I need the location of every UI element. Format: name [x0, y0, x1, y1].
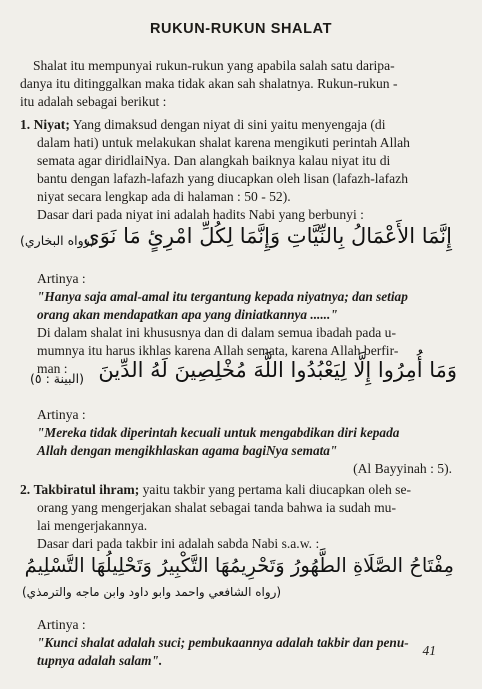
item1-translation-2: orang akan mendapatkan apa yang diniatkannya ......" — [37, 307, 338, 322]
page-title: RUKUN-RUKUN SHALAT — [149, 21, 333, 37]
item1-translation-1: "Hanya saja amal-amal itu tergantung kepada niyatnya; dan setiap — [37, 289, 408, 304]
item2-term: Takbiratul ihram; — [33, 482, 140, 497]
item1-term: Niyat; — [33, 117, 70, 132]
intro-line-1: Shalat itu mempunyai rukun-rukun yang apabila salah satu daripa- — [33, 58, 395, 73]
arabic-quran-bayyinah: وَمَا أُمِرُوا إِلَّا لِيَعْبُدُوا اللَّهَ مُخْلِصِينَ لَهُ الدِّينَ — [98, 358, 457, 382]
item1-para2-line-3: man : — [37, 361, 68, 376]
item1-citation: (Al Bayyinah : 5). — [353, 461, 452, 476]
item1-line-6: Dasar dari pada niyat ini adalah hadits Nabi yang berbunyi : — [37, 207, 364, 222]
item1-para2-line-1: Di dalam shalat ini khususnya dan di dalam semua ibadah pada u- — [37, 325, 397, 340]
intro-line-3: itu adalah sebagai berikut : — [20, 94, 167, 109]
item1-number: 1. — [20, 117, 31, 132]
item2-translation-2: tupnya adalah salam". — [37, 653, 163, 668]
item1-line-2: dalam hati) untuk melakukan shalat karena mengikuti perintah Allah — [37, 135, 410, 150]
item1-translation-4: Allah dengan mengikhlaskan agama bagiNya semata" — [37, 443, 338, 458]
item1-line-1 — [20, 117, 386, 133]
item1-line-5: niyat secara lengkap ada di halaman : 50 - 52). — [37, 189, 291, 204]
arabic-source-bukhari: (رواه البخاري) — [20, 233, 95, 248]
arabic-source-takbir: (رواه الشافعي واحمد وابو داود وابن ماجه والترمذي) — [22, 585, 282, 599]
item2-line-2: orang yang mengerjakan shalat sebagai tanda bahwa ia sudah mu- — [37, 500, 396, 515]
page-number: 41 — [422, 643, 436, 658]
item1-line-3: semata agar diridlaiNya. Dan alangkah baiknya kalau niyat itu di — [37, 153, 391, 168]
item1-translation-3: "Mereka tidak diperintah kecuali untuk mengabdikan diri kepada — [37, 425, 400, 440]
item2-translation-1: "Kunci shalat adalah suci; pembukaannya adalah takbir dan penu- — [37, 635, 409, 650]
item2-line-4: Dasar dari pada takbir ini adalah sabda Nabi s.a.w. : — [37, 536, 320, 551]
item1-first-line: Yang dimaksud dengan niyat di sini yaitu menyengaja (di — [69, 117, 386, 132]
item2-line-3: lai mengerjakannya. — [37, 518, 148, 533]
intro-line-2: danya itu ditinggalkan maka tidak akan sah shalatnya. Rukun-rukun - — [20, 76, 398, 91]
item1-line-4: bantu dengan lafazh-lafazh yang diucapkan oleh lisan (lafazh-lafazh — [37, 171, 408, 186]
item1-artinya-label: Artinya : — [37, 271, 86, 286]
item1-artinya-label-2: Artinya : — [37, 407, 86, 422]
item2-artinya-label: Artinya : — [37, 617, 86, 632]
item2-first-line: yaitu takbir yang pertama kali diucapkan oleh se- — [139, 482, 412, 497]
arabic-hadith-niyat: إِنَّمَا الأَعْمَالُ بِالنِّيَّاتِ وَإِنَّمَا لِكُلِّ امْرِئٍ مَا نَوَى — [83, 224, 452, 248]
item1-para2-line-2: mumnya itu harus ikhlas karena Allah semata, karena Allah berfir- — [37, 343, 399, 358]
item2-line-1 — [20, 482, 411, 498]
item2-number: 2. — [20, 482, 31, 497]
arabic-source-bayyinah: (البينة : ٥) — [30, 371, 84, 386]
arabic-hadith-takbir: مِفْتَاحُ الصَّلَاةِ الطَّهُورُ وَتَحْرِيمُهَا التَّكْبِيرُ وَتَحْلِيلُهَا التَّسْلِيمُ — [24, 554, 454, 577]
